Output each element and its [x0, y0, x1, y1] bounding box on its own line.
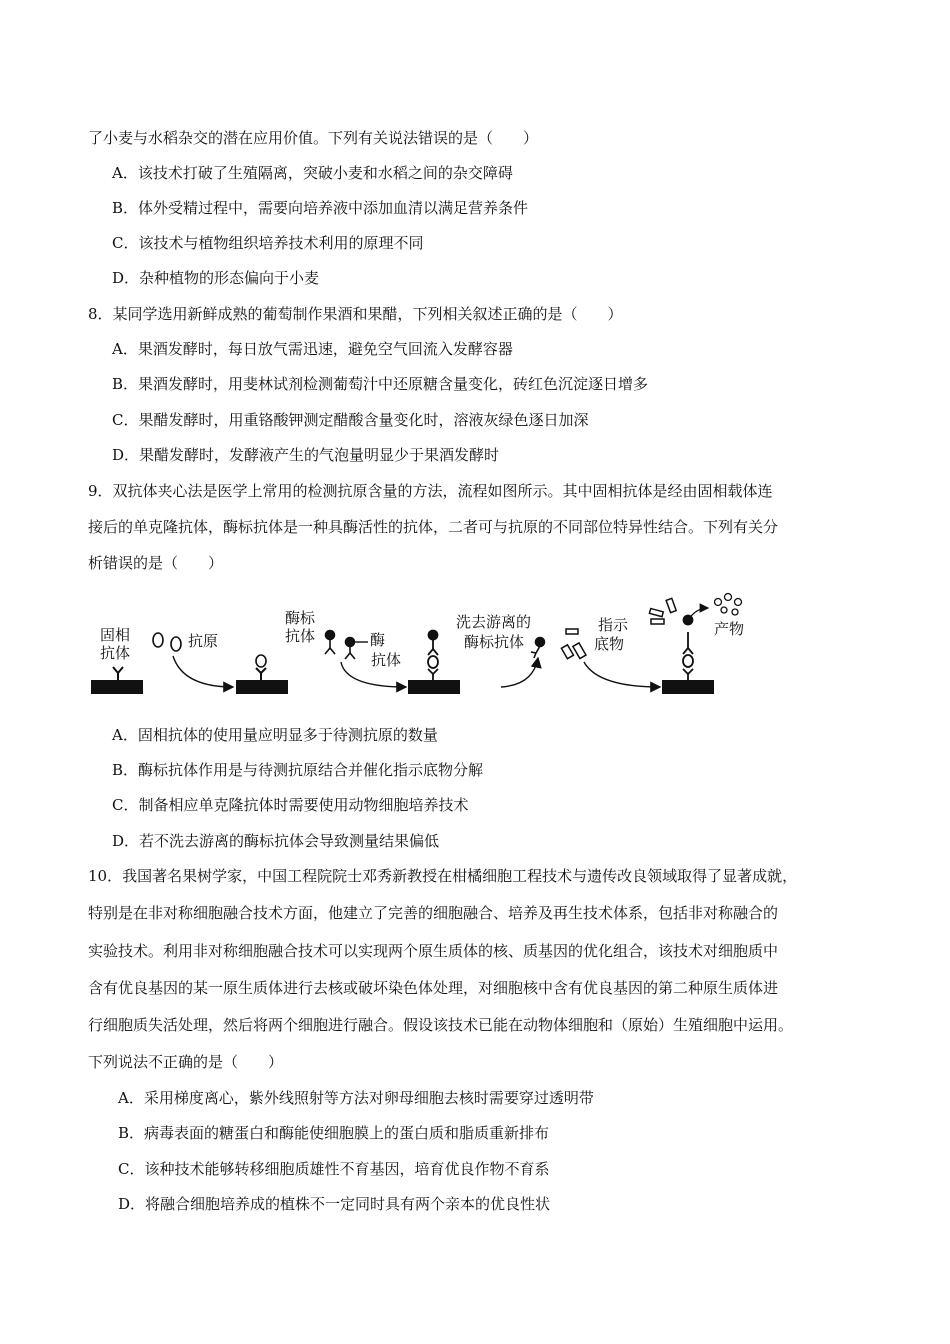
free-enzyme-antibody-icon	[531, 638, 545, 659]
q9-option-d: D．若不洗去游离的酶标抗体会导致测量结果偏低	[112, 832, 440, 850]
enzyme-antibody-label-1: 酶标	[285, 609, 316, 627]
q7-option-d: D．杂种植物的形态偏向于小麦	[112, 269, 320, 287]
bound-antigen-icon-1	[256, 655, 266, 667]
q9-stem-line-1: 9．双抗体夹心法是医学上常用的检测抗原含量的方法，流程如图所示。其中固相抗体是经由固相载体连	[88, 482, 773, 500]
q10-stem-line-5: 行细胞质失活处理，然后将两个细胞进行融合。假设该技术已能在动物体细胞和（原始）生殖细胞中运用。	[88, 1016, 794, 1034]
solid-antibody-2-icon	[256, 668, 266, 680]
arrow-3	[501, 658, 538, 687]
antigen-icon-1	[153, 633, 163, 647]
q10-option-c: C．该种技术能够转移细胞质雄性不育基因，培育优良作物不育系	[118, 1160, 550, 1178]
q10-stem-line-4: 含有优良基因的某一原生质体进行去核或破坏染色体处理，对细胞核中含有优良基因的第二种原生质体进	[88, 979, 779, 997]
solid-carrier-4	[662, 680, 714, 694]
q8-option-b: B．果酒发酵时，用斐林试剂检测葡萄汁中还原糖含量变化，砖红色沉淀逐日增多	[112, 375, 649, 393]
q9-option-c: C．制备相应单克隆抗体时需要使用动物细胞培养技术	[112, 796, 469, 814]
enzyme-antibody-icon-2	[345, 638, 355, 660]
antigen-label: 抗原	[188, 632, 219, 650]
solid-antibody-label-1: 固相	[100, 626, 131, 644]
arrow-1	[173, 656, 233, 687]
solid-carrier-1	[91, 680, 143, 694]
q10-stem-line-1: 10．我国著名果树学家，中国工程院院士邓秀新教授在柑橘细胞工程技术与遗传改良领域取得了显著成就，	[88, 867, 798, 885]
q9-stem-line-3: 析错误的是（ ）	[88, 554, 224, 572]
q8-stem: 8．某同学选用新鲜成熟的葡萄制作果酒和果醋，下列相关叙述正确的是（ ）	[88, 305, 623, 323]
solid-carrier-3	[408, 680, 460, 694]
wash-label-2: 酶标抗体	[464, 633, 525, 651]
q10-option-a: A．采用梯度离心，紫外线照射等方法对卵母细胞去核时需要穿过透明带	[118, 1089, 594, 1107]
product-label: 产物	[714, 620, 745, 638]
solid-carrier-2	[236, 680, 288, 694]
substrate-label-1: 指示	[598, 616, 629, 634]
q7-option-a: A．该技术打破了生殖隔离，突破小麦和水稻之间的杂交障碍	[112, 164, 513, 182]
q7-stem-tail: 了小麦与水稻杂交的潜在应用价值。下列有关说法错误的是（ ）	[88, 129, 539, 147]
enzyme-antibody-label-2: 抗体	[285, 627, 316, 645]
arrow-4	[584, 662, 660, 687]
solid-antibody-1-icon	[113, 667, 123, 680]
antibody-word-label: 抗体	[371, 651, 402, 669]
enzyme-antibody-icon-1	[325, 631, 335, 655]
q8-option-a: A．果酒发酵时，每日放气需迅速，避免空气回流入发酵容器	[112, 340, 513, 358]
elisa-sandwich-diagram	[88, 590, 768, 700]
substrate-bound-icon	[649, 598, 676, 624]
q10-option-d: D．将融合细胞培养成的植株不一定同时具有两个亲本的优良性状	[118, 1195, 551, 1213]
antigen-icon-2	[171, 637, 181, 651]
q10-option-b: B．病毒表面的糖蛋白和酶能使细胞膜上的蛋白质和脂质重新排布	[118, 1124, 550, 1142]
q7-option-b: B．体外受精过程中，需要向培养液中添加血清以满足营养条件	[112, 199, 529, 217]
q10-stem-line-6: 下列说法不正确的是（ ）	[88, 1053, 284, 1071]
substrate-label-2: 底物	[594, 635, 625, 653]
q9-option-a: A．固相抗体的使用量应明显多于待测抗原的数量	[112, 726, 438, 744]
substrate-icon	[561, 629, 586, 659]
q9-stem-line-2: 接后的单克隆抗体，酶标抗体是一种具酶活性的抗体，二者可与抗原的不同部位特异性结合。下列有关分	[88, 518, 779, 536]
solid-antibody-label-2: 抗体	[100, 644, 131, 662]
q10-stem-line-3: 实验技术。利用非对称细胞融合技术可以实现两个原生质体的核、质基因的优化组合，该技术对细胞质中	[88, 942, 779, 960]
q10-stem-line-2: 特别是在非对称细胞融合技术方面，他建立了完善的细胞融合、培养及再生技术体系，包括非对称融合的	[88, 904, 779, 922]
q8-option-c: C．果醋发酵时，用重铬酸钾测定醋酸含量变化时，溶液灰绿色逐日加深	[112, 411, 589, 429]
q9-option-b: B．酶标抗体作用是与待测抗原结合并催化指示底物分解	[112, 761, 484, 779]
product-icon	[715, 594, 742, 616]
sandwich-complex-2-icon	[683, 616, 693, 681]
sandwich-complex-1-icon	[428, 631, 438, 681]
wash-label-1: 洗去游离的	[456, 613, 532, 631]
enzyme-label: 酶	[370, 631, 386, 649]
q8-option-d: D．果醋发酵时，发酵液产生的气泡量明显少于果酒发酵时	[112, 446, 500, 464]
q7-option-c: C．该技术与植物组织培养技术利用的原理不同	[112, 234, 424, 252]
